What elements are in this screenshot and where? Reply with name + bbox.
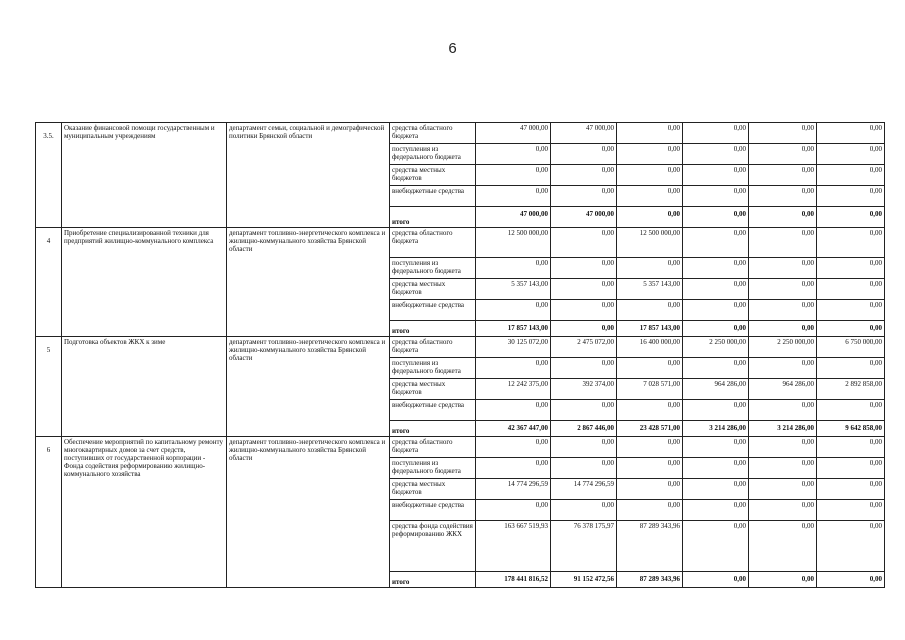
amount-cell: 0,00 [551, 279, 617, 300]
amount-cell: 0,00 [749, 228, 817, 258]
amount-cell: 0,00 [617, 258, 683, 279]
amount-cell: 0,00 [749, 165, 817, 186]
amount-cell: 0,00 [817, 228, 885, 258]
amount-cell: 47 000,00 [551, 207, 617, 228]
amount-cell: 0,00 [551, 300, 617, 321]
amount-cell: 3 214 286,00 [683, 421, 749, 437]
amount-cell: 0,00 [817, 572, 885, 588]
funding-source-label: средства местных бюджетов [390, 165, 476, 186]
amount-cell: 0,00 [617, 144, 683, 165]
amount-cell: 0,00 [749, 521, 817, 572]
amount-cell: 2 867 446,00 [551, 421, 617, 437]
amount-cell: 0,00 [683, 186, 749, 207]
amount-cell: 0,00 [817, 279, 885, 300]
amount-cell: 9 642 858,00 [817, 421, 885, 437]
amount-cell: 0,00 [476, 300, 551, 321]
amount-cell: 0,00 [817, 521, 885, 572]
amount-cell: 0,00 [617, 207, 683, 228]
amount-cell: 0,00 [683, 144, 749, 165]
amount-cell: 0,00 [617, 300, 683, 321]
amount-cell: 0,00 [749, 300, 817, 321]
amount-cell: 0,00 [617, 400, 683, 421]
amount-cell: 0,00 [683, 258, 749, 279]
row-index: 4 [46, 237, 51, 245]
funding-source-label: средства областного бюджета [390, 228, 476, 258]
amount-cell: 0,00 [476, 258, 551, 279]
amount-cell: 178 441 816,52 [476, 572, 551, 588]
amount-cell: 2 475 072,00 [551, 337, 617, 358]
amount-cell: 0,00 [749, 500, 817, 521]
amount-cell: 0,00 [617, 458, 683, 479]
amount-cell: 0,00 [683, 228, 749, 258]
amount-cell: 0,00 [551, 400, 617, 421]
amount-cell: 0,00 [749, 207, 817, 228]
table-row [36, 437, 885, 458]
amount-cell: 0,00 [551, 186, 617, 207]
funding-source-label: средства областного бюджета [390, 437, 476, 458]
amount-cell: 6 750 000,00 [817, 337, 885, 358]
amount-cell: 0,00 [476, 144, 551, 165]
funding-source-label: поступления из федерального бюджета [390, 458, 476, 479]
amount-cell: 0,00 [617, 186, 683, 207]
amount-cell: 0,00 [683, 572, 749, 588]
funding-source-label: внебюджетные средства [390, 500, 476, 521]
amount-cell: 47 000,00 [476, 207, 551, 228]
table-body [36, 123, 885, 588]
amount-cell: 0,00 [683, 279, 749, 300]
amount-cell: 0,00 [749, 437, 817, 458]
amount-cell: 0,00 [749, 258, 817, 279]
amount-cell: 0,00 [817, 207, 885, 228]
amount-cell: 87 289 343,96 [617, 572, 683, 588]
amount-cell: 76 378 175,97 [551, 521, 617, 572]
funding-source-label: поступления из федерального бюджета [390, 258, 476, 279]
amount-cell: 0,00 [476, 186, 551, 207]
table-row [36, 228, 885, 258]
funding-source-label: внебюджетные средства [390, 300, 476, 321]
table-row [36, 337, 885, 358]
amount-cell: 0,00 [617, 165, 683, 186]
amount-cell: 0,00 [817, 186, 885, 207]
amount-cell: 12 242 375,00 [476, 379, 551, 400]
measure-name: Оказание финансовой помощи государственным и муниципальным учреждениям [62, 123, 227, 228]
amount-cell: 0,00 [749, 458, 817, 479]
amount-cell: 0,00 [817, 400, 885, 421]
executor-name: департамент семьи, социальной и демографической политики Брянской области [227, 123, 390, 228]
amount-cell: 0,00 [683, 521, 749, 572]
executor-name: департамент топливно-энергетического комплекса и жилищно-коммунального хозяйства Брянской области [227, 228, 390, 337]
amount-cell: 30 125 072,00 [476, 337, 551, 358]
table-row [36, 123, 885, 144]
amount-cell: 0,00 [683, 123, 749, 144]
amount-cell: 0,00 [817, 165, 885, 186]
amount-cell: 964 286,00 [749, 379, 817, 400]
amount-cell: 0,00 [683, 165, 749, 186]
row-index-cell [36, 228, 62, 337]
amount-cell: 5 357 143,00 [617, 279, 683, 300]
amount-cell: 12 500 000,00 [617, 228, 683, 258]
amount-cell: 0,00 [551, 144, 617, 165]
amount-cell: 0,00 [683, 358, 749, 379]
row-index-cell [36, 437, 62, 588]
funding-source-label: итого [390, 421, 476, 437]
amount-cell: 0,00 [617, 358, 683, 379]
amount-cell: 14 774 296,59 [551, 479, 617, 500]
amount-cell: 0,00 [551, 228, 617, 258]
measure-name: Подготовка объектов ЖКХ к зиме [62, 337, 227, 437]
amount-cell: 0,00 [683, 400, 749, 421]
amount-cell: 0,00 [749, 400, 817, 421]
amount-cell: 14 774 296,59 [476, 479, 551, 500]
funding-source-label: средства областного бюджета [390, 337, 476, 358]
amount-cell: 0,00 [683, 479, 749, 500]
amount-cell: 0,00 [551, 165, 617, 186]
funding-source-label: средства фонда содействия реформированию ЖКХ [390, 521, 476, 572]
funding-source-label: средства областного бюджета [390, 123, 476, 144]
amount-cell: 0,00 [683, 321, 749, 337]
amount-cell: 0,00 [817, 358, 885, 379]
amount-cell: 23 428 571,00 [617, 421, 683, 437]
page-number: 6 [448, 40, 457, 57]
amount-cell: 0,00 [551, 437, 617, 458]
amount-cell: 0,00 [476, 400, 551, 421]
amount-cell: 0,00 [551, 321, 617, 337]
amount-cell: 0,00 [617, 479, 683, 500]
amount-cell: 0,00 [551, 358, 617, 379]
amount-cell: 0,00 [476, 358, 551, 379]
amount-cell: 87 289 343,96 [617, 521, 683, 572]
amount-cell: 0,00 [683, 300, 749, 321]
amount-cell: 163 667 519,93 [476, 521, 551, 572]
amount-cell: 0,00 [817, 458, 885, 479]
amount-cell: 0,00 [617, 123, 683, 144]
funding-source-label: итого [390, 572, 476, 588]
row-index: 5 [46, 346, 51, 354]
amount-cell: 5 357 143,00 [476, 279, 551, 300]
funding-source-label: средства местных бюджетов [390, 279, 476, 300]
row-index: 3.5. [43, 132, 54, 140]
amount-cell: 0,00 [617, 500, 683, 521]
amount-cell: 91 152 472,56 [551, 572, 617, 588]
executor-name: департамент топливно-энергетического комплекса и жилищно-коммунального хозяйства Брянской области [227, 437, 390, 588]
funding-source-label: поступления из федерального бюджета [390, 144, 476, 165]
amount-cell: 0,00 [817, 123, 885, 144]
amount-cell: 0,00 [749, 479, 817, 500]
measure-name: Приобретение специализированной техники для предприятий жилищно-коммунального комплекса [62, 228, 227, 337]
amount-cell: 0,00 [749, 186, 817, 207]
executor-name: департамент топливно-энергетического комплекса и жилищно-коммунального хозяйства Брянской области [227, 337, 390, 437]
amount-cell: 0,00 [749, 321, 817, 337]
measure-name: Обеспечение мероприятий по капитальному ремонту многоквартирных домов за счет средств, поступивших от государственной корпорации - Фонда содействия реформированию жилищно-коммунального хозяйства [62, 437, 227, 588]
amount-cell: 0,00 [749, 123, 817, 144]
amount-cell: 0,00 [817, 258, 885, 279]
row-index-cell [36, 123, 62, 228]
row-index-cell [36, 337, 62, 437]
amount-cell: 0,00 [683, 437, 749, 458]
amount-cell: 392 374,00 [551, 379, 617, 400]
amount-cell: 0,00 [749, 572, 817, 588]
amount-cell: 0,00 [476, 500, 551, 521]
amount-cell: 0,00 [749, 358, 817, 379]
amount-cell: 0,00 [817, 479, 885, 500]
amount-cell: 17 857 143,00 [476, 321, 551, 337]
amount-cell: 0,00 [683, 458, 749, 479]
funding-source-label: средства местных бюджетов [390, 479, 476, 500]
amount-cell: 17 857 143,00 [617, 321, 683, 337]
amount-cell: 7 028 571,00 [617, 379, 683, 400]
amount-cell: 2 250 000,00 [683, 337, 749, 358]
amount-cell: 0,00 [817, 300, 885, 321]
amount-cell: 964 286,00 [683, 379, 749, 400]
amount-cell: 0,00 [476, 458, 551, 479]
amount-cell: 47 000,00 [551, 123, 617, 144]
amount-cell: 0,00 [817, 321, 885, 337]
funding-source-label: поступления из федерального бюджета [390, 358, 476, 379]
amount-cell: 0,00 [683, 500, 749, 521]
funding-source-label: средства местных бюджетов [390, 379, 476, 400]
funding-source-label: итого [390, 207, 476, 228]
amount-cell: 0,00 [617, 437, 683, 458]
row-index: 6 [46, 446, 51, 454]
amount-cell: 42 367 447,00 [476, 421, 551, 437]
amount-cell: 0,00 [817, 144, 885, 165]
amount-cell: 0,00 [476, 437, 551, 458]
amount-cell: 0,00 [749, 144, 817, 165]
amount-cell: 0,00 [551, 458, 617, 479]
amount-cell: 0,00 [476, 165, 551, 186]
amount-cell: 0,00 [683, 207, 749, 228]
amount-cell: 2 250 000,00 [749, 337, 817, 358]
funding-source-label: итого [390, 321, 476, 337]
amount-cell: 47 000,00 [476, 123, 551, 144]
amount-cell: 12 500 000,00 [476, 228, 551, 258]
amount-cell: 2 892 858,00 [817, 379, 885, 400]
amount-cell: 0,00 [551, 500, 617, 521]
funding-source-label: внебюджетные средства [390, 186, 476, 207]
amount-cell: 0,00 [749, 279, 817, 300]
amount-cell: 16 400 000,00 [617, 337, 683, 358]
amount-cell: 0,00 [551, 258, 617, 279]
amount-cell: 0,00 [817, 500, 885, 521]
budget-table [35, 122, 885, 588]
funding-source-label: внебюджетные средства [390, 400, 476, 421]
amount-cell: 3 214 286,00 [749, 421, 817, 437]
amount-cell: 0,00 [817, 437, 885, 458]
